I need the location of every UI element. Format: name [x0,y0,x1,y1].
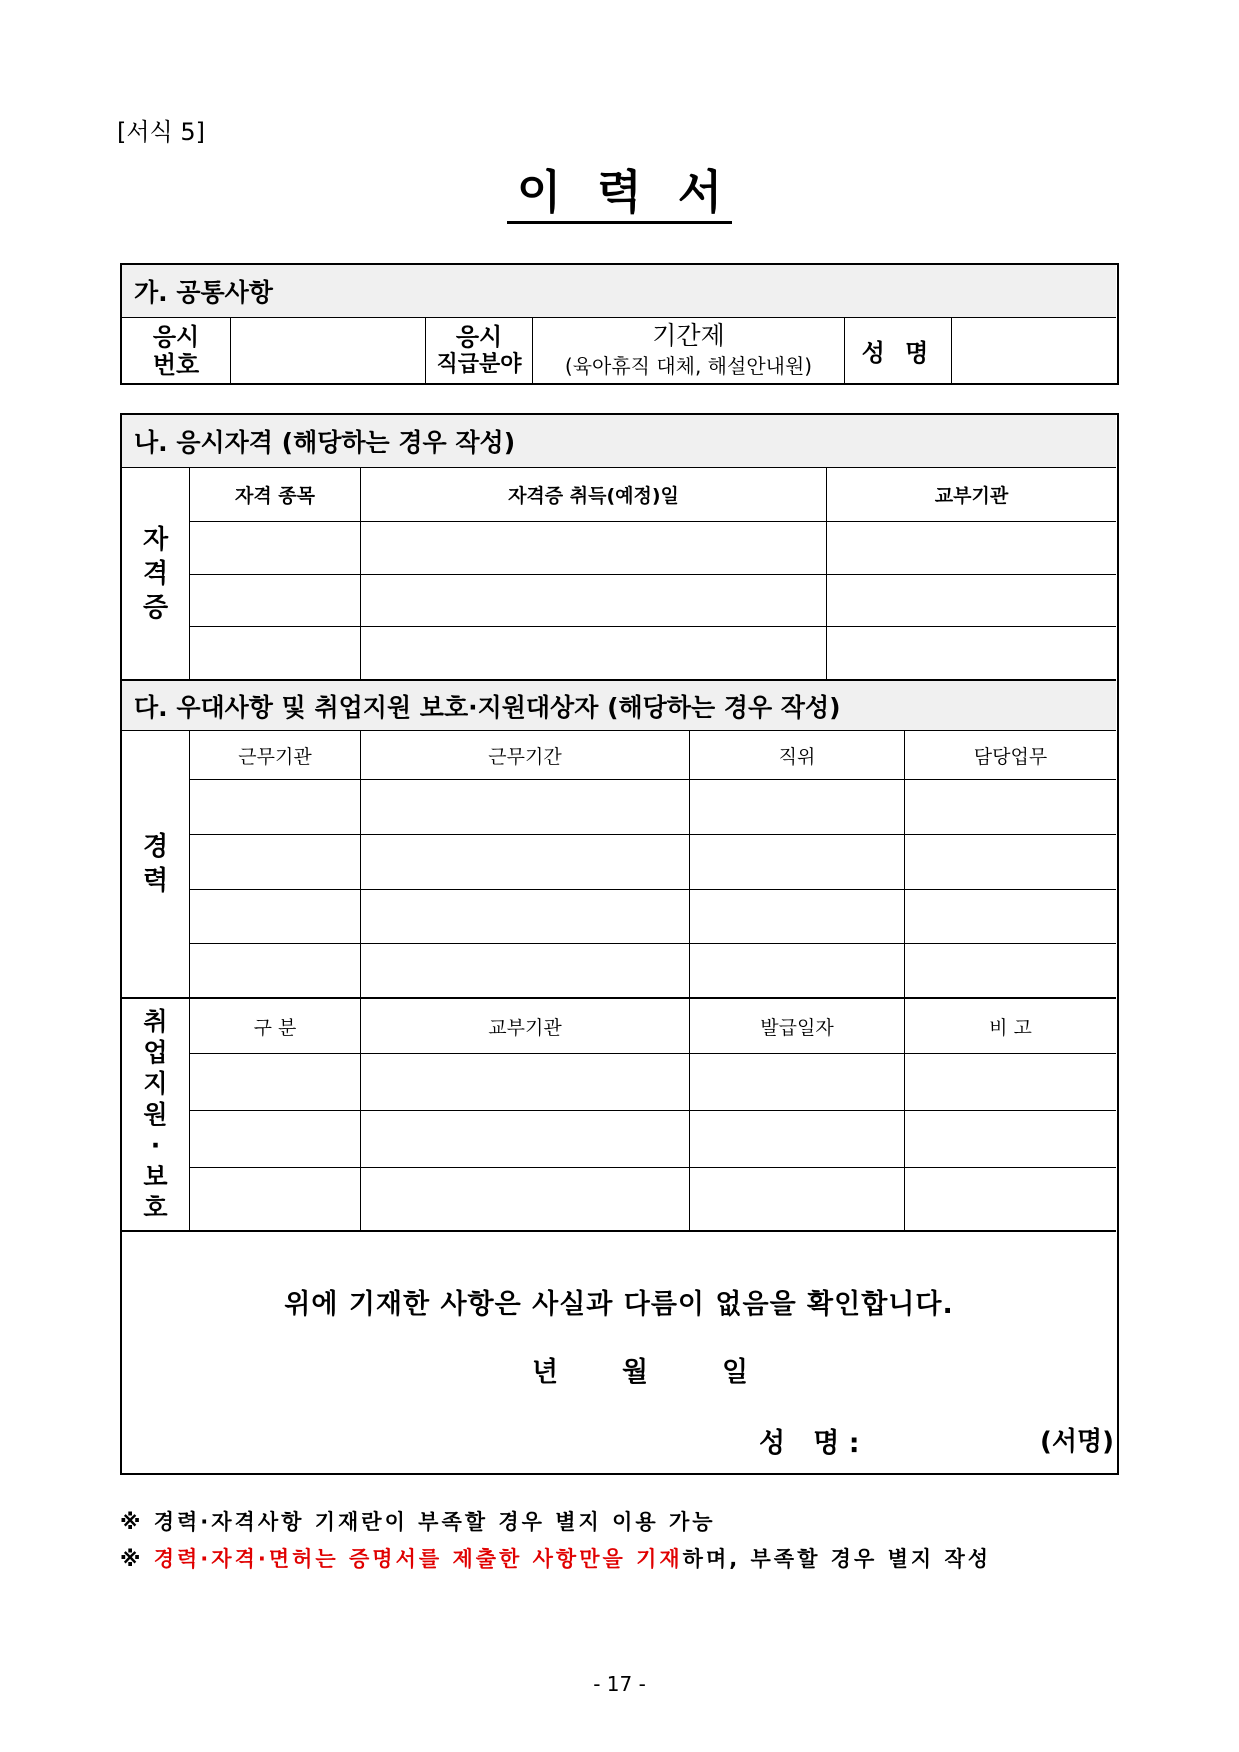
name-field[interactable] [951,317,1116,383]
career-cell[interactable] [189,943,360,997]
support-label-char: 호 [143,1193,168,1222]
section-qualification-box [120,413,1119,1475]
support-col-type: 구 분 [189,997,360,1053]
career-cell[interactable] [360,834,689,889]
note-2 [120,1543,991,1573]
exam-number-label-line1: 응시 [152,322,200,351]
name-label: 성 명 [844,317,951,383]
exam-number-label [122,317,230,383]
support-cell[interactable] [904,1110,1116,1167]
career-col-position: 직위 [689,730,904,779]
cert-cell[interactable] [360,574,826,626]
title-text: 이 력 서 [507,165,732,224]
cert-cell[interactable] [189,521,360,574]
support-cell[interactable] [904,1167,1116,1230]
page-number: - 17 - [593,1672,646,1696]
support-col-issuer: 교부기관 [360,997,689,1053]
career-cell[interactable] [904,834,1116,889]
form-number: [서식 5] [117,118,205,146]
signature-mark: (서명) [1040,1427,1114,1457]
cert-label-char: 격 [142,558,169,589]
support-cell[interactable] [189,1167,360,1230]
note-2-rest: 하며, 부족할 경우 별지 작성 [682,1547,992,1571]
support-label-char: 지 [143,1069,168,1098]
career-cell[interactable] [689,943,904,997]
career-cell[interactable] [189,889,360,943]
signature-name-label: 성 명 : [759,1428,860,1459]
certificate-side-label [122,467,189,679]
cert-col-issuer: 교부기관 [826,467,1116,521]
support-cell[interactable] [360,1167,689,1230]
note-2-mark: ※ [120,1547,154,1571]
support-label-char: 보 [143,1162,168,1191]
support-cell[interactable] [360,1053,689,1110]
cert-cell[interactable] [826,521,1116,574]
support-cell[interactable] [189,1053,360,1110]
section-qualification-heading: 나. 응시자격 (해당하는 경우 작성) [122,415,1116,467]
career-col-duty: 담당업무 [904,730,1116,779]
date-day-label: 일 [722,1357,749,1388]
support-col-date: 발급일자 [689,997,904,1053]
career-label-char: 력 [142,866,169,896]
cert-label-char: 증 [142,592,169,623]
field-value-line1: 기간제 [652,320,725,350]
date-year-label: 년 [532,1357,559,1388]
cert-label-char: 자 [142,524,169,555]
declaration-area [122,1230,1116,1472]
career-cell[interactable] [360,889,689,943]
career-cell[interactable] [904,779,1116,834]
exam-number-label-line2: 번호 [152,350,200,379]
field-value [532,317,844,383]
support-label-char: 업 [143,1038,168,1067]
career-side-label [122,730,189,997]
support-cell[interactable] [689,1053,904,1110]
career-cell[interactable] [689,834,904,889]
note-2-highlight: 경력·자격·면허는 증명서를 제출한 사항만을 기재 [153,1547,683,1571]
section-preference-heading: 다. 우대사항 및 취업지원 보호·지원대상자 (해당하는 경우 작성) [122,679,1116,730]
career-cell[interactable] [189,779,360,834]
page-title [0,156,1239,222]
cert-cell[interactable] [360,521,826,574]
cert-cell[interactable] [826,574,1116,626]
field-label [425,317,532,383]
support-cell[interactable] [689,1167,904,1230]
field-value-line2: (육아휴직 대체, 해설안내원) [564,353,813,378]
career-cell[interactable] [189,834,360,889]
support-cell[interactable] [689,1110,904,1167]
cert-col-date: 자격증 취득(예정)일 [360,467,826,521]
cert-cell[interactable] [826,626,1116,679]
career-col-period: 근무기간 [360,730,689,779]
date-month-label: 월 [622,1357,649,1388]
field-label-line1: 응시 [455,322,503,351]
support-label-char: 원 [143,1100,168,1129]
declaration-statement: 위에 기재한 사항은 사실과 다름이 없음을 확인합니다. [284,1289,954,1320]
career-label-char: 경 [142,832,169,862]
section-common-heading: 가. 공통사항 [122,265,1116,317]
support-cell[interactable] [360,1110,689,1167]
section-common [120,263,1119,385]
cert-cell[interactable] [360,626,826,679]
career-cell[interactable] [904,889,1116,943]
support-cell[interactable] [189,1110,360,1167]
career-col-org: 근무기관 [189,730,360,779]
career-cell[interactable] [689,889,904,943]
cert-cell[interactable] [189,626,360,679]
support-col-note: 비 고 [904,997,1116,1053]
support-side-label [122,997,189,1230]
exam-number-field[interactable] [230,317,425,383]
career-cell[interactable] [360,779,689,834]
support-label-char: · [150,1131,161,1160]
cert-cell[interactable] [189,574,360,626]
career-cell[interactable] [360,943,689,997]
career-cell[interactable] [904,943,1116,997]
field-label-line2: 직급분야 [436,351,522,377]
cert-col-type: 자격 종목 [189,467,360,521]
note-1: ※ 경력·자격사항 기재란이 부족할 경우 별지 이용 가능 [120,1510,716,1534]
career-cell[interactable] [689,779,904,834]
support-label-char: 취 [143,1007,168,1036]
support-cell[interactable] [904,1053,1116,1110]
